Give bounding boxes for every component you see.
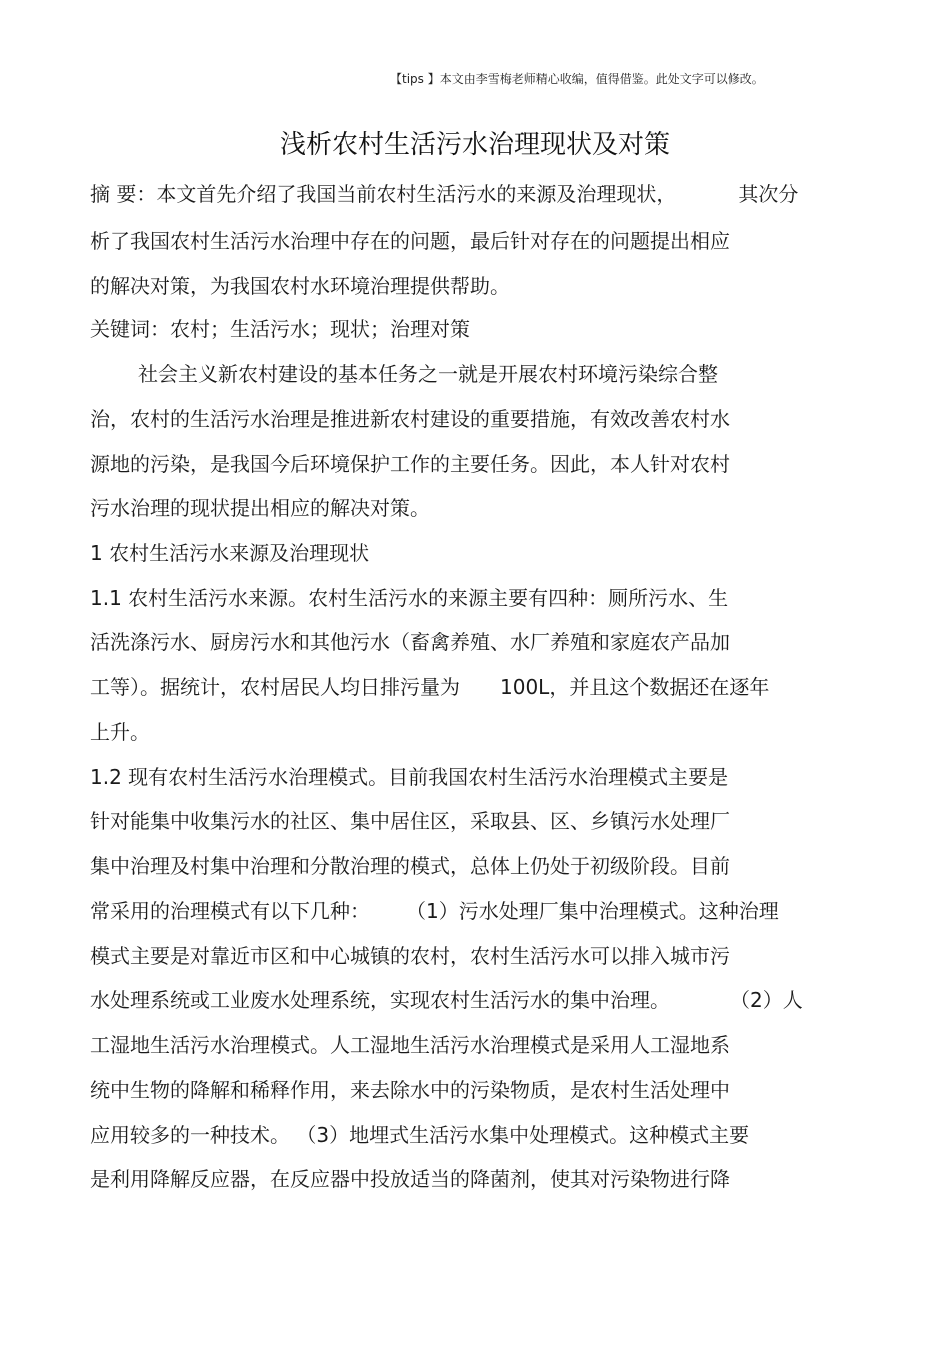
abstract-text-1a: 摘 要：本文首先介绍了我国当前农村生活污水的来源及治理现状， xyxy=(90,182,677,206)
section-1-2-text-6b: （2）人 xyxy=(730,988,803,1012)
intro-line-3: 源地的污染，是我国今后环境保护工作的主要任务。因此，本人针对农村 xyxy=(90,452,730,476)
section-1-1-text-3a: 工等）。据统计，农村居民人均日排污量为 xyxy=(90,675,460,699)
section-1-1-line-4: 上升。 xyxy=(90,720,150,744)
intro-line-4: 污水治理的现状提出相应的解决对策。 xyxy=(90,496,430,520)
abstract-line-1 xyxy=(90,181,798,207)
abstract-line-3: 的解决对策，为我国农村水环境治理提供帮助。 xyxy=(90,274,510,298)
section-1-2-line-8: 统中生物的降解和稀释作用，来去除水中的污染物质，是农村生活处理中 xyxy=(90,1078,730,1102)
section-1-2-line-5: 模式主要是对靠近市区和中心城镇的农村，农村生活污水可以排入城市污 xyxy=(90,944,730,968)
section-1-2-text-4a: 常采用的治理模式有以下几种： xyxy=(90,899,370,923)
section-1-2-line-4 xyxy=(90,898,779,924)
section-1-1-line-1: 1.1 农村生活污水来源。农村生活污水的来源主要有四种：厕所污水、生 xyxy=(90,586,729,610)
section-1-1-line-2: 活洗涤污水、厨房污水和其他污水（畜禽养殖、水厂养殖和家庭农产品加 xyxy=(90,630,730,654)
intro-line-2: 治，农村的生活污水治理是推进新农村建设的重要措施，有效改善农村水 xyxy=(90,407,730,431)
section-1-2-text-6a: 水处理系统或工业废水处理系统，实现农村生活污水的集中治理。 xyxy=(90,988,670,1012)
section-1-2-line-3: 集中治理及村集中治理和分散治理的模式，总体上仍处于初级阶段。目前 xyxy=(90,854,730,878)
section-1-heading: 1 农村生活污水来源及治理现状 xyxy=(90,541,370,565)
section-1-2-text-4b: （1）污水处理厂集中治理模式。这种治理 xyxy=(406,899,779,923)
keywords-line: 关键词：农村；生活污水；现状；治理对策 xyxy=(90,317,470,341)
intro-line-1: 社会主义新农村建设的基本任务之一就是开展农村环境污染综合整 xyxy=(138,362,718,386)
section-1-1-text-3b: 100L，并且这个数据还在逐年 xyxy=(500,675,770,699)
section-1-2-line-1: 1.2 现有农村生活污水治理模式。目前我国农村生活污水治理模式主要是 xyxy=(90,765,729,789)
section-1-2-line-2: 针对能集中收集污水的社区、集中居住区，采取县、区、乡镇污水处理厂 xyxy=(90,809,730,833)
section-1-2-line-10: 是利用降解反应器，在反应器中投放适当的降菌剂，使其对污染物进行降 xyxy=(90,1167,730,1191)
page-title: 浅析农村生活污水治理现状及对策 xyxy=(279,130,670,160)
section-1-2-line-7: 工湿地生活污水治理模式。人工湿地生活污水治理模式是采用人工湿地系 xyxy=(90,1033,730,1057)
abstract-line-2: 析了我国农村生活污水治理中存在的问题，最后针对存在的问题提出相应 xyxy=(90,229,730,253)
section-1-1-line-3 xyxy=(90,674,769,700)
section-1-2-line-9: 应用较多的一种技术。 （3）地埋式生活污水集中处理模式。这种模式主要 xyxy=(90,1123,750,1147)
tips-header: 【tips 】本文由李雪梅老师精心收编，值得借鉴。此处文字可以修改。 xyxy=(390,72,764,86)
section-1-2-line-6 xyxy=(90,987,803,1013)
abstract-text-1b: 其次分 xyxy=(738,182,799,206)
